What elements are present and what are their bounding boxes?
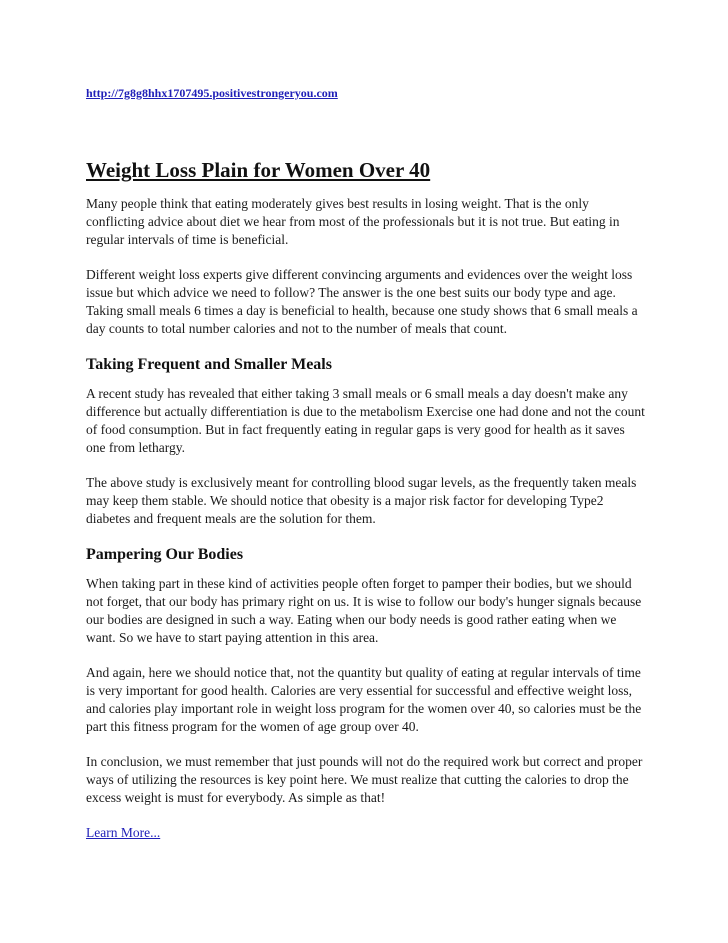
pampering-paragraph-1: When taking part in these kind of activities people often forget to pamper their bodies, but we should not forget, that our body has primary right on us. It is wise to follow our body's hunger signals because our bodies are designed in such a way. Eating when our body needs is good rather eating when we want. So we have to start paying attention in this area.	[86, 576, 642, 645]
frequent-meals-paragraph-1: A recent study has revealed that either taking 3 small meals or 6 small meals a day doesn't make any difference but actually differentiation is due to the metabolism Exercise one had done and not the count of food consumption. But in fact frequently eating in regular gaps is very good for health as it saves one from lethargy.	[86, 386, 645, 455]
frequent-meals-paragraph-2: The above study is exclusively meant for controlling blood sugar levels, as the frequently taken meals may keep them stable. We should notice that obesity is a major risk factor for developing Type2 diabetes and frequent meals are the solution for them.	[86, 475, 637, 526]
article-title: Weight Loss Plain for Women Over 40	[86, 158, 431, 182]
site-url-link[interactable]: http://7g8g8hhx1707495.positivestrongeryou.com	[86, 86, 338, 100]
learn-more-link[interactable]: Learn More...	[86, 825, 161, 840]
intro-paragraph-1: Many people think that eating moderately gives best results in losing weight. That is the only conflicting advice about diet we hear from most of the professionals but it is not true. But eating in regular intervals of time is beneficial.	[86, 196, 620, 247]
pampering-paragraph-2: And again, here we should notice that, not the quantity but quality of eating at regular intervals of time is very important for good health. Calories are very essential for successful and effective weight loss, and calories play important role in weight loss program for the women over 40, so calories must be the part this fitness program for the women of age group over 40.	[86, 665, 642, 734]
intro-paragraph-2: Different weight loss experts give different convincing arguments and evidences over the weight loss issue but which advice we need to follow? The answer is the one best suits our body type and age. Taking small meals 6 times a day is beneficial to health, because one study shows that 6 small meals a day counts to total number calories and not to the number of meals that count.	[86, 267, 638, 336]
article	[86, 157, 646, 842]
section-heading-pampering: Pampering Our Bodies	[86, 546, 244, 563]
section-heading-frequent-meals: Taking Frequent and Smaller Meals	[86, 356, 332, 373]
conclusion-paragraph: In conclusion, we must remember that just pounds will not do the required work but correct and proper ways of utilizing the resources is key point here. We must realize that cutting the calories to drop the excess weight is must for everybody. As simple as that!	[86, 754, 643, 805]
